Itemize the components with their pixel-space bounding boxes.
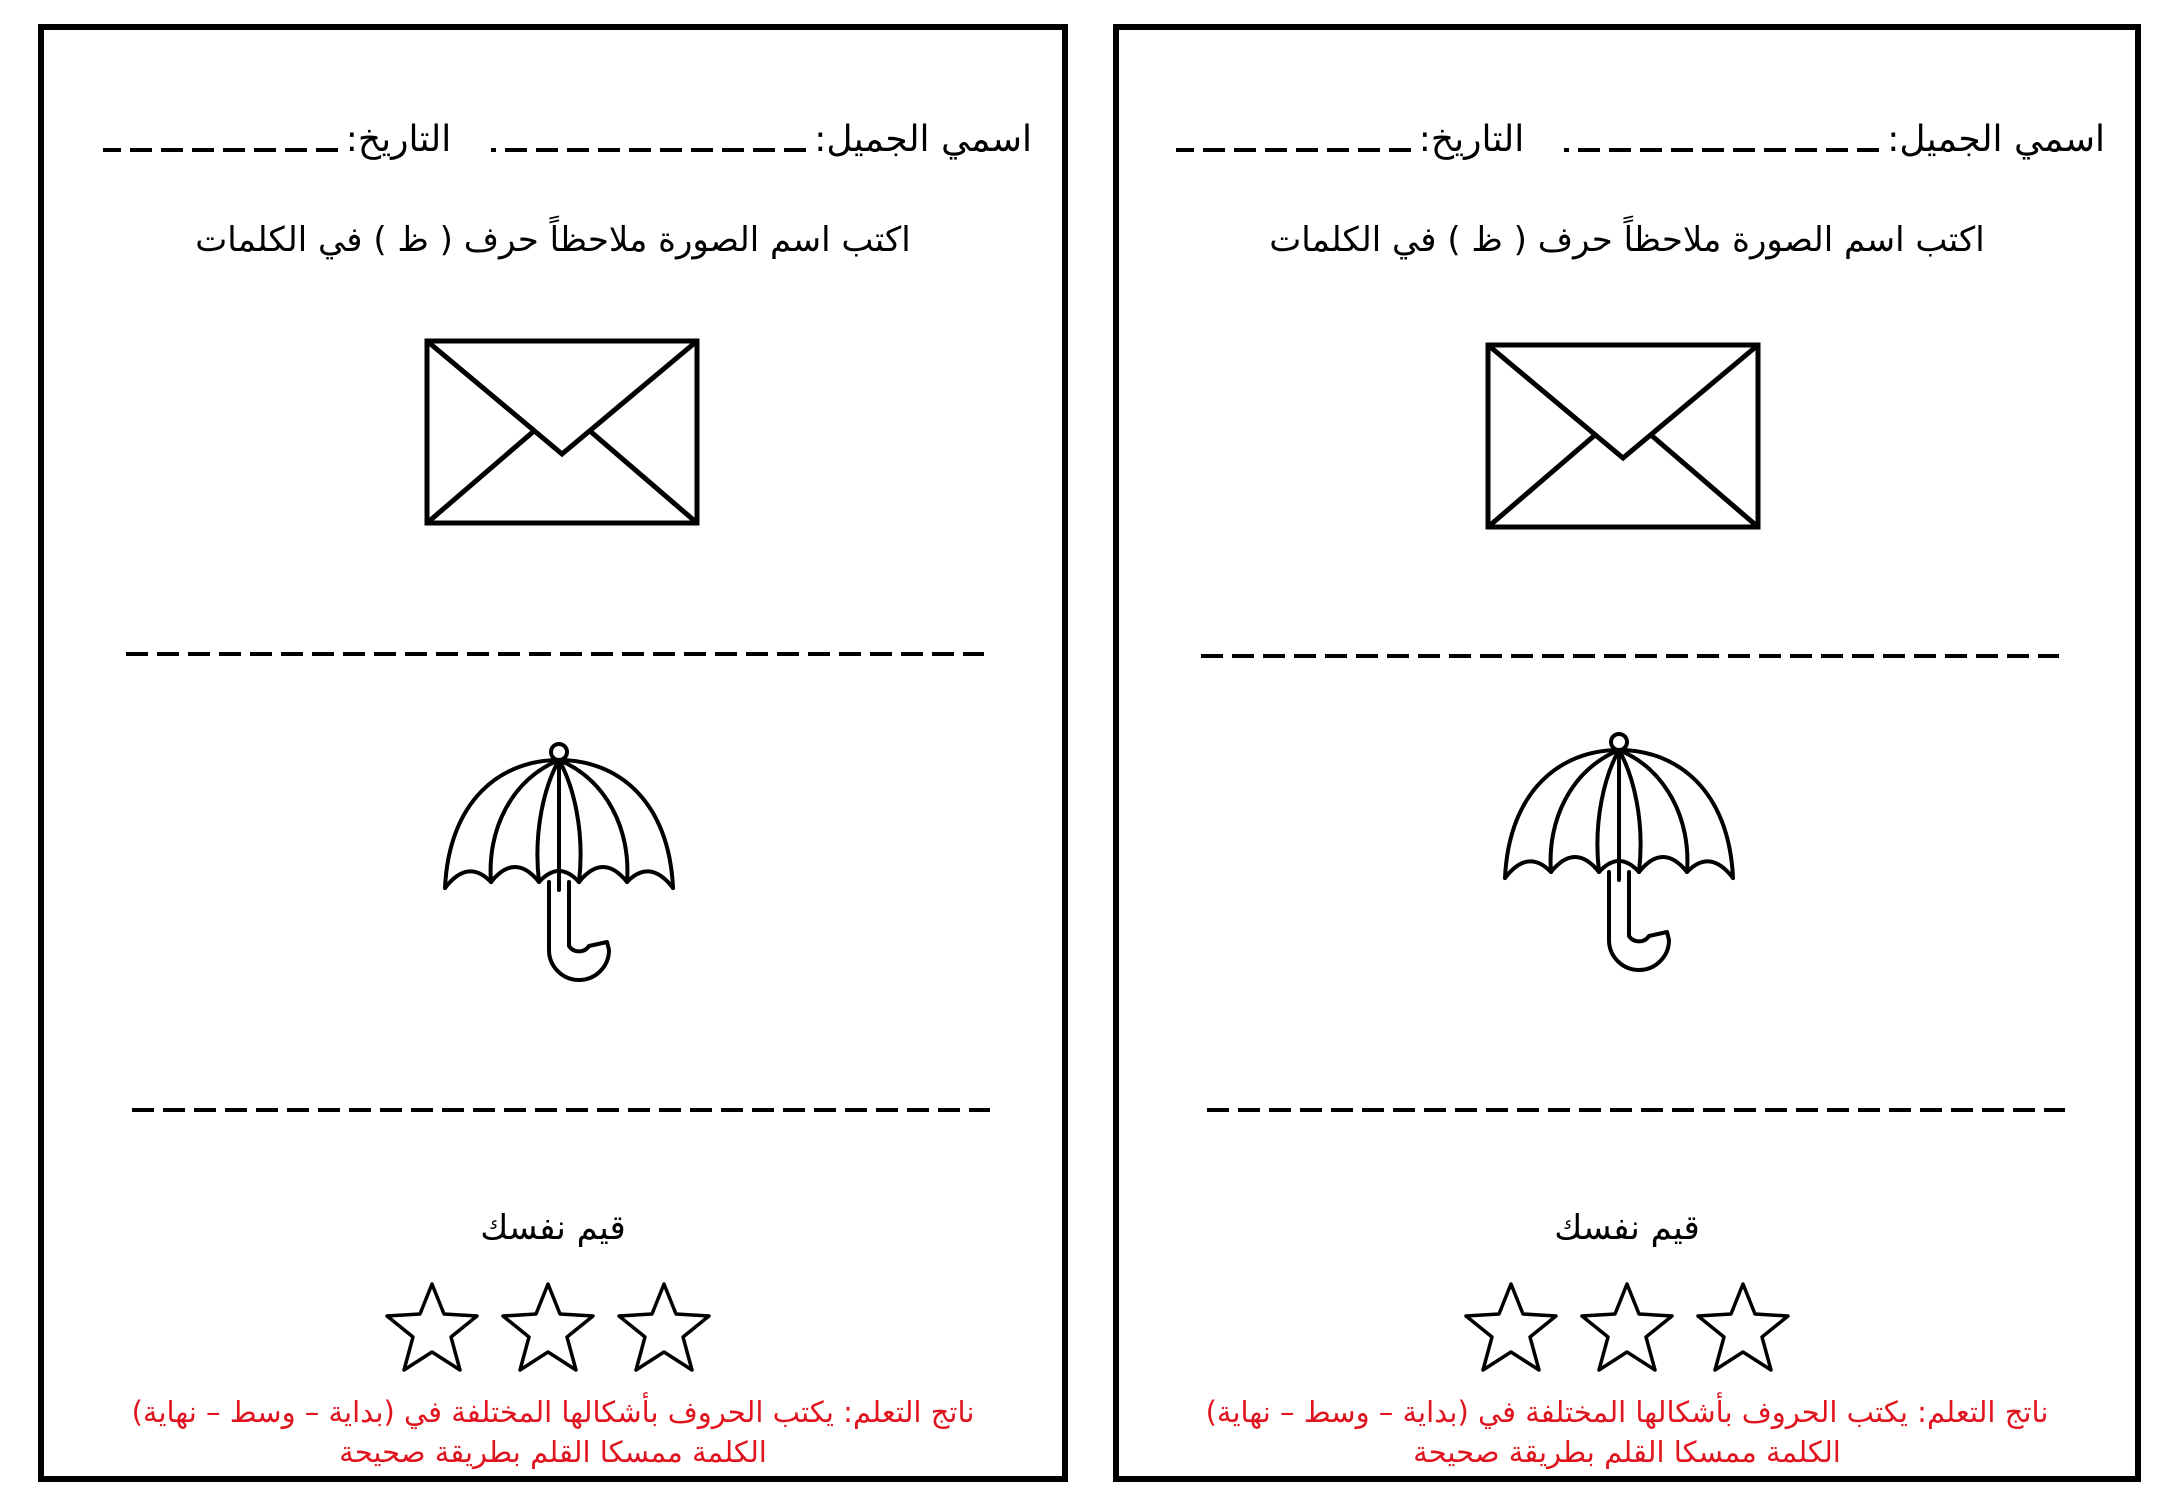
star-icon[interactable]: [1693, 1280, 1793, 1376]
answer-line-1[interactable]: [126, 652, 984, 656]
self-evaluation-label: قيم نفسك: [480, 1208, 626, 1248]
date-field: [103, 119, 452, 160]
worksheet-header: [1149, 90, 2105, 160]
date-field: [1176, 119, 1525, 160]
date-label: التاريخ:: [345, 119, 452, 160]
answer-line-2[interactable]: [1207, 1108, 2065, 1112]
star-rating: [44, 1280, 1062, 1376]
date-blank[interactable]: [1176, 148, 1411, 152]
self-evaluation-label: قيم نفسك: [1554, 1208, 1700, 1248]
worksheet-left: [38, 24, 1068, 1482]
date-label: التاريخ:: [1418, 119, 1525, 160]
star-icon[interactable]: [1577, 1280, 1677, 1376]
learning-outcome-line-2: الكلمة ممسكا القلم بطريقة صحيحة: [1413, 1435, 1841, 1469]
worksheet-header: [74, 90, 1032, 160]
name-blank[interactable]: [1564, 148, 1879, 152]
umbrella-icon: [1501, 730, 1737, 1000]
worksheet-right: [1113, 24, 2141, 1482]
learning-outcome-line-1: ناتج التعلم: يكتب الحروف بأشكالها المختلفة في (بداية – وسط – نهاية): [131, 1395, 975, 1429]
learning-outcome: [44, 1392, 1062, 1472]
star-icon[interactable]: [498, 1280, 598, 1376]
umbrella-icon: [441, 740, 677, 1010]
star-icon[interactable]: [382, 1280, 482, 1376]
name-label: اسمي الجميل:: [814, 119, 1032, 160]
star-icon[interactable]: [614, 1280, 714, 1376]
name-field: [491, 119, 1032, 160]
name-blank[interactable]: [491, 148, 806, 152]
date-blank[interactable]: [103, 148, 338, 152]
envelope-icon: [1485, 342, 1761, 530]
learning-outcome-line-1: ناتج التعلم: يكتب الحروف بأشكالها المختلفة في (بداية – وسط – نهاية): [1205, 1395, 2049, 1429]
name-label: اسمي الجميل:: [1887, 119, 2105, 160]
name-field: [1564, 119, 2105, 160]
answer-line-2[interactable]: [132, 1108, 990, 1112]
answer-line-1[interactable]: [1201, 654, 2059, 658]
instruction-text: اكتب اسم الصورة ملاحظاً حرف ( ظ ) في الكلمات: [195, 220, 911, 260]
star-rating: [1119, 1280, 2135, 1376]
learning-outcome: [1119, 1392, 2135, 1472]
envelope-icon: [424, 338, 700, 526]
instruction-text: اكتب اسم الصورة ملاحظاً حرف ( ظ ) في الكلمات: [1269, 220, 1985, 260]
star-icon[interactable]: [1461, 1280, 1561, 1376]
learning-outcome-line-2: الكلمة ممسكا القلم بطريقة صحيحة: [339, 1435, 767, 1469]
